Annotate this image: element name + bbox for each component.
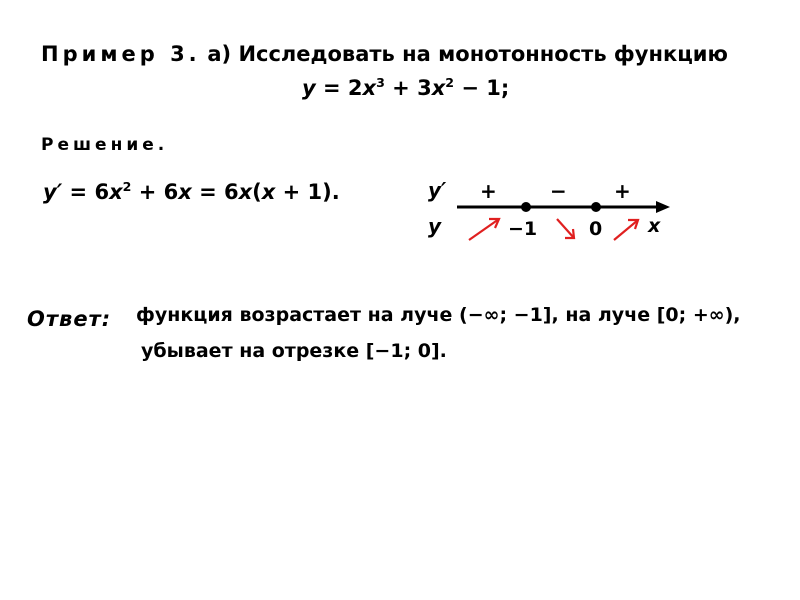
axis-arrow-icon	[656, 201, 670, 213]
formula-x: x	[362, 76, 377, 100]
increase-arrow-icon	[614, 220, 638, 240]
derivative-part: + 6	[131, 180, 179, 204]
derivative-x: x	[109, 180, 123, 204]
sign-plus-left: +	[480, 179, 497, 203]
derivative-part: (	[252, 180, 262, 204]
derivative-x: x	[261, 180, 276, 204]
axis-x-label: x	[648, 215, 661, 237]
sign-minus: −	[550, 179, 567, 203]
derivative-part: = 6	[191, 180, 239, 204]
formula-x: x	[431, 76, 446, 100]
example-label: Пример 3.	[41, 42, 201, 66]
point-label-zero: 0	[589, 218, 603, 240]
formula-part: = 2	[315, 76, 363, 100]
point-minus-one	[521, 202, 531, 212]
sign-plus-right: +	[614, 179, 631, 203]
answer-label: Ответ:	[27, 307, 112, 331]
formula-power: 2	[445, 75, 455, 90]
derivative-lhs: y′	[43, 180, 63, 204]
y-prime-label: y′	[428, 178, 447, 202]
derivative-x: x	[178, 180, 192, 204]
formula-part: + 3	[384, 76, 432, 100]
answer-line-2: убывает на отрезке [−1; 0].	[141, 340, 447, 362]
derivative-part: = 6	[62, 180, 110, 204]
task-text: а) Исследовать на монотонность функцию	[207, 42, 728, 66]
point-label-minus-one: −1	[508, 218, 538, 240]
y-label: y	[428, 214, 442, 238]
formula-part: − 1;	[454, 76, 510, 100]
derivative-x: x	[238, 180, 253, 204]
decrease-arrow-icon	[557, 219, 574, 238]
point-zero	[591, 202, 601, 212]
formula-power: 3	[376, 75, 385, 90]
increase-arrow-icon	[469, 219, 499, 240]
derivative-power: 2	[122, 179, 132, 194]
solution-label: Решение.	[41, 135, 169, 155]
answer-line-1: функция возрастает на луче (−∞; −1], на луче [0; +∞),	[136, 304, 741, 326]
formula-y: y	[302, 76, 316, 100]
derivative-part: + 1).	[275, 180, 340, 204]
monotonic-arrows	[469, 219, 638, 240]
